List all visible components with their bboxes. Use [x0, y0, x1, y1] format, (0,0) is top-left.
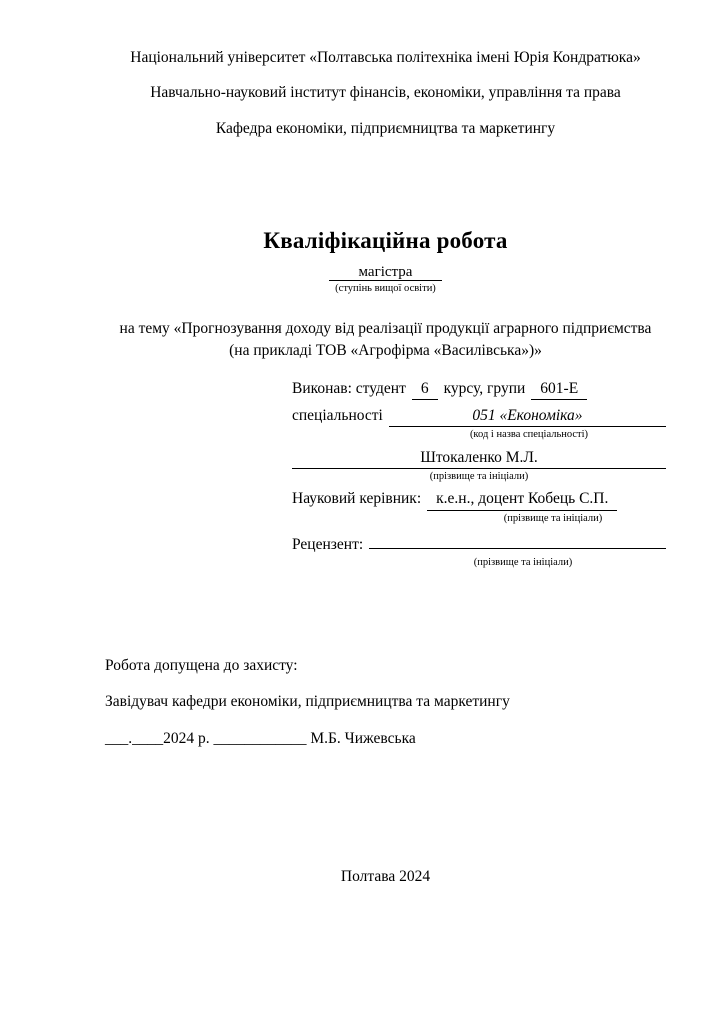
reviewer-blank-line [369, 531, 666, 549]
course-value: 6 [412, 379, 438, 400]
work-title: Кваліфікаційна робота [263, 228, 508, 254]
supervisor-label: Науковий керівник: [292, 490, 422, 508]
document-header [105, 48, 666, 138]
department-head-line: Завідувач кафедри економіки, підприємництва та маркетингу [105, 693, 510, 711]
attribution-block [292, 379, 666, 570]
supervisor-value: к.е.н., доцент Кобець С.П. [427, 489, 617, 510]
admission-block [105, 656, 666, 748]
date-signature-line: ___.____2024 р. ____________ М.Б. Чижевська [105, 729, 416, 747]
specialty-row [292, 406, 666, 427]
city-year: Полтава 2024 [340, 868, 431, 885]
university-name: Національний університет «Полтавська політехніка імені Юрія Кондратюка» [130, 49, 641, 66]
specialty-note: (код і назва спеціальності) [469, 428, 589, 440]
reviewer-note: (прізвище та ініціали) [473, 557, 573, 569]
specialty-value: 051 «Економіка» [389, 406, 666, 427]
performed-label: Виконав: студент [292, 379, 406, 397]
student-name-note: (прізвище та ініціали) [429, 470, 529, 482]
student-name-row [292, 448, 666, 469]
specialty-label: спеціальності [292, 406, 383, 424]
degree-note: (ступінь вищої освіти) [335, 283, 436, 295]
degree-value: магістра [329, 264, 443, 281]
institute-name: Навчально-науковий інститут фінансів, економіки, управління та права [150, 84, 621, 102]
performer-row [292, 379, 666, 400]
degree-line [105, 263, 666, 281]
department-name: Кафедра економіки, підприємництва та маркетингу [215, 119, 556, 137]
admission-statement: Робота допущена до захисту: [105, 656, 298, 674]
group-value: 601-Е [531, 379, 587, 400]
reviewer-label: Рецензент: [292, 536, 364, 554]
supervisor-note: (прізвище та ініціали) [503, 512, 603, 524]
student-name: Штокаленко М.Л. [292, 448, 666, 469]
group-label: курсу, групи [443, 379, 526, 397]
supervisor-row [292, 489, 666, 510]
topic-text: на тему «Прогнозування доходу від реалізації продукції аграрного підприємства (на прикладі ТОВ «Агрофірма «Василівська»)» [119, 319, 652, 360]
reviewer-row [292, 531, 666, 555]
